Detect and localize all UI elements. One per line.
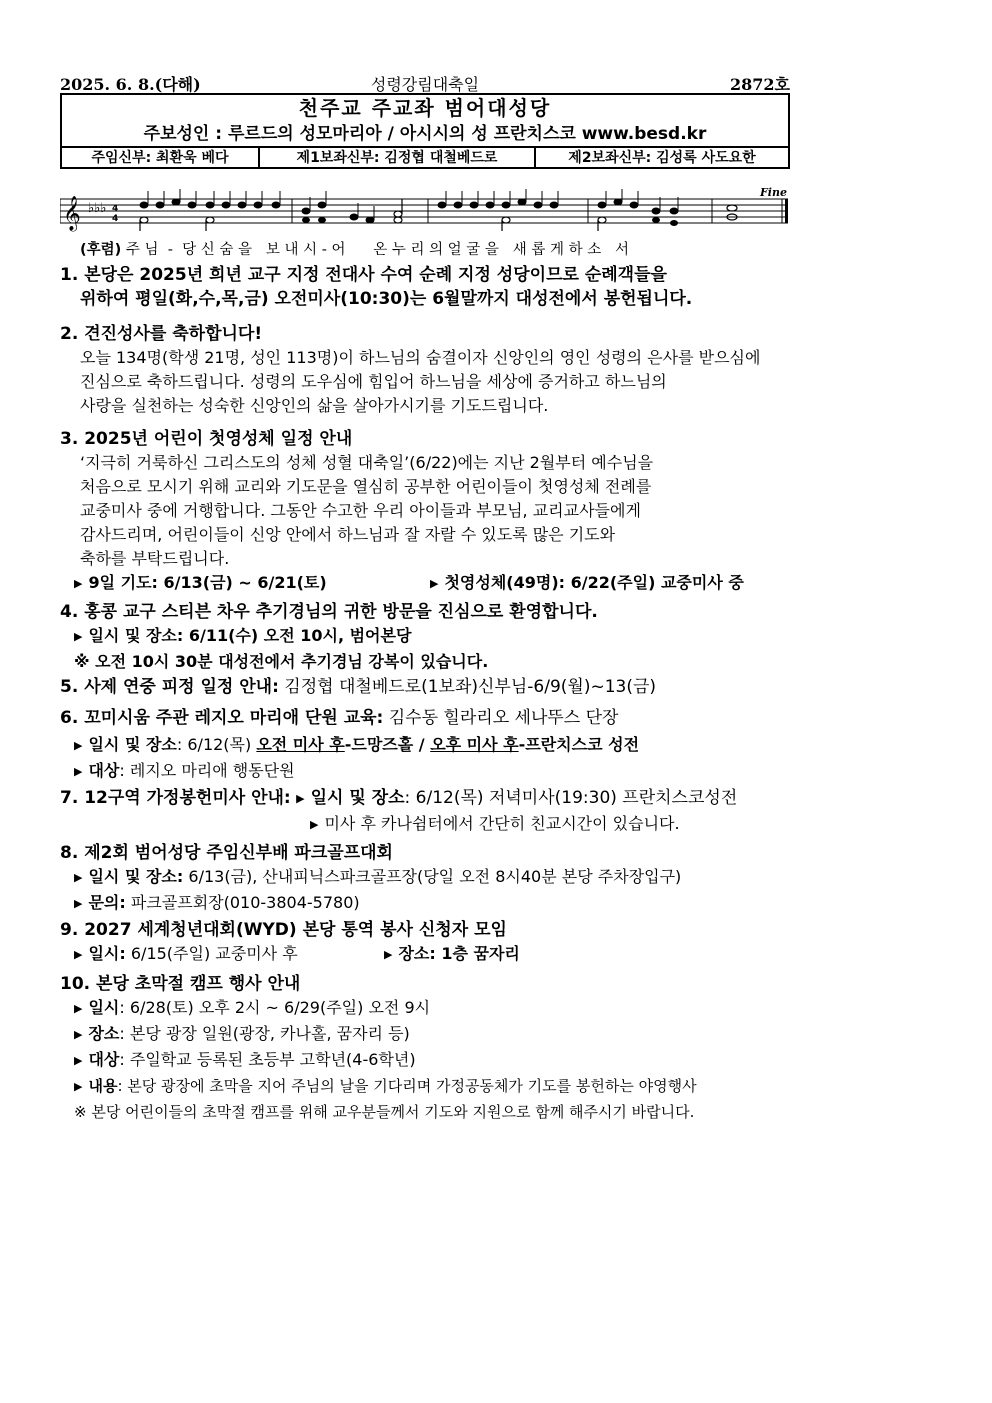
notice-3 bbox=[60, 427, 795, 597]
triangle-bullet-icon: ▶ bbox=[296, 792, 305, 805]
notice-10-note: ※ 본당 어린이들의 초막절 캠프를 위해 교우분들께서 기도와 지원으로 함께 해주시기 바랍니다. bbox=[74, 1103, 695, 1121]
parish-title: 천주교 주교좌 범어대성당 bbox=[298, 96, 552, 120]
triangle-bullet-icon: ▶ bbox=[74, 948, 83, 961]
music-staff bbox=[60, 185, 792, 233]
triangle-bullet-icon: ▶ bbox=[74, 739, 83, 752]
lyric-text: 주 님 - 당 신 숨 을 보 내 시 - 어 온 누 리 의 얼 굴 을 새 롭 게 하 소 서 bbox=[121, 242, 630, 258]
notice-6-title: 6. 꼬미시움 주관 레지오 마리애 단원 교육: bbox=[60, 708, 384, 728]
svg-text:4: 4 bbox=[112, 204, 119, 214]
triangle-bullet-icon: ▶ bbox=[74, 1080, 83, 1093]
notice-6-bullet-2: ▶ 대상: 레지오 마리애 행동단원 bbox=[60, 759, 795, 785]
notice-7: 7. 12구역 가정봉헌미사 안내: ▶ 일시 및 장소: 6/12(목) 저녁미사(19:30) 프란치스코성전 ▶ 미사 후 카나쉼터에서 간단히 친교시간이 있습니다. bbox=[60, 786, 795, 838]
triangle-bullet-icon: ▶ bbox=[430, 577, 439, 590]
notice-3-line: 감사드리며, 어린이들이 신앙 안에서 하느님과 잘 자랄 수 있도록 많은 기도와 bbox=[80, 525, 616, 544]
triangle-bullet-icon: ▶ bbox=[74, 577, 83, 590]
notice-9 bbox=[60, 918, 795, 968]
notice-4-note: ※ 오전 10시 30분 대성전에서 추기경님 강복이 있습니다. bbox=[74, 652, 489, 671]
notice-10-bullet: ▶ 일시: 6/28(토) 오후 2시 ~ 6/29(주일) 오전 9시 bbox=[60, 996, 795, 1022]
triangle-bullet-icon: ▶ bbox=[74, 765, 83, 778]
triangle-bullet-icon: ▶ bbox=[74, 1054, 83, 1067]
notice-7-title: 7. 12구역 가정봉헌미사 안내: bbox=[60, 788, 291, 808]
svg-text:♭♭♭: ♭♭♭ bbox=[88, 201, 107, 216]
notice-5 bbox=[60, 675, 795, 699]
svg-text:4: 4 bbox=[112, 214, 119, 224]
notice-8-bullet-2: ▶ 문의: 파크골프회장(010-3804-5780) bbox=[60, 891, 795, 917]
notice-3-line: 축하를 부탁드립니다. bbox=[80, 549, 230, 568]
notice-10-bullet: ▶ 장소: 본당 광장 일원(광장, 카나홀, 꿈자리 등) bbox=[60, 1022, 795, 1048]
first-communion-date: ▶ 첫영성체(49명): 6/22(주일) 교중미사 중 bbox=[430, 571, 744, 597]
notice-3-line: ‘지극히 거룩하신 그리스도의 성체 성혈 대축일’(6/22)에는 지난 2월부터 예수님을 bbox=[80, 453, 654, 472]
triangle-bullet-icon: ▶ bbox=[74, 1002, 83, 1015]
notice-7-bullet: ▶ 미사 후 카나쉼터에서 간단히 친교시간이 있습니다. bbox=[60, 812, 795, 838]
notice-10 bbox=[60, 972, 795, 1124]
notice-4-title: 4. 홍콩 교구 스티븐 차우 추기경님의 귀한 방문을 진심으로 환영합니다. bbox=[60, 602, 598, 622]
pastor: 주임신부: 최환욱 베다 bbox=[62, 148, 260, 169]
notice-2-line: 오늘 134명(학생 21명, 성인 113명)이 하느님의 숨결이자 신앙인의 영인 성령의 은사를 받으심에 bbox=[80, 348, 761, 367]
notice-1-title: 1. 본당은 2025년 희년 교구 지정 전대사 수여 순례 지정 성당이므로 순례객들을 bbox=[60, 265, 667, 285]
assistant-priest-1: 제1보좌신부: 김정협 대철베드로 bbox=[260, 148, 536, 169]
issue-number: 2872호 bbox=[730, 75, 790, 94]
notice-2-line: 진심으로 축하드립니다. 성령의 도우심에 힘입어 하느님을 세상에 증거하고 하느님의 bbox=[80, 372, 667, 391]
bulletin-date: 2025. 6. 8.(다해) bbox=[60, 75, 201, 94]
notice-4 bbox=[60, 600, 795, 674]
notice-1 bbox=[60, 263, 795, 311]
notice-10-bullet: ▶ 대상: 주일학교 등록된 초등부 고학년(4-6학년) bbox=[60, 1048, 795, 1074]
notice-5-title: 5. 사제 연중 피정 일정 안내: bbox=[60, 677, 279, 697]
feast-name: 성령강림대축일 bbox=[370, 75, 480, 94]
notice-4-bullet: ▶ 일시 및 장소: 6/11(수) 오전 10시, 범어본당 bbox=[60, 624, 795, 650]
novena-dates: ▶ 9일 기도: 6/13(금) ~ 6/21(토) bbox=[74, 571, 430, 597]
notice-10-title: 10. 본당 초막절 캠프 행사 안내 bbox=[60, 974, 301, 994]
refrain-lyric bbox=[80, 238, 800, 259]
triangle-bullet-icon: ▶ bbox=[310, 818, 319, 831]
notice-2-title: 2. 견진성사를 축하합니다! bbox=[60, 324, 263, 344]
triangle-bullet-icon: ▶ bbox=[74, 630, 83, 643]
notice-3-line: 처음으로 모시기 위해 교리와 기도문을 열심히 공부한 어린이들이 첫영성체 전례를 bbox=[80, 477, 652, 496]
triangle-bullet-icon: ▶ bbox=[74, 871, 83, 884]
top-line bbox=[60, 72, 790, 94]
triangle-bullet-icon: ▶ bbox=[74, 1028, 83, 1041]
notice-2 bbox=[60, 322, 795, 418]
notice-1-title-cont: 위하여 평일(화,수,목,금) 오전미사(10:30)는 6월말까지 대성전에서 봉헌됩니다. bbox=[80, 289, 693, 309]
notice-6-text: 김수동 힐라리오 세나뚜스 단장 bbox=[383, 708, 619, 728]
notice-8-title: 8. 제2회 범어성당 주임신부배 파크골프대회 bbox=[60, 843, 393, 863]
treble-clef-icon: 𝄞 bbox=[63, 196, 81, 231]
notice-10-bullet: ▶ 내용: 본당 광장에 초막을 지어 주님의 날을 기다리며 가정공동체가 기도를 봉헌하는 야영행사 bbox=[60, 1074, 795, 1100]
masthead bbox=[60, 93, 790, 169]
notice-8 bbox=[60, 841, 795, 917]
notice-3-bullets bbox=[60, 571, 795, 597]
notice-3-line: 교중미사 중에 거행합니다. 그동안 수고한 우리 아이들과 부모님, 교리교사들에게 bbox=[80, 501, 641, 520]
notice-8-bullet-1: ▶ 일시 및 장소: 6/13(금), 산내피닉스파크골프장(당일 오전 8시40분 본당 주차장입구) bbox=[60, 865, 795, 891]
refrain-label: (후렴) bbox=[80, 242, 122, 258]
notice-2-line: 사랑을 실천하는 성숙한 신앙인의 삶을 살아가시기를 기도드립니다. bbox=[80, 396, 549, 415]
assistant-priest-2: 제2보좌신부: 김성록 사도요한 bbox=[568, 150, 756, 166]
notice-9-title: 9. 2027 세계청년대회(WYD) 본당 통역 봉사 신청자 모임 bbox=[60, 920, 507, 940]
notice-9-bullets: ▶ 일시: 6/15(주일) 교중미사 후 ▶ 장소: 1층 꿈자리 bbox=[60, 942, 795, 968]
triangle-bullet-icon: ▶ bbox=[384, 948, 393, 961]
notice-6 bbox=[60, 706, 795, 785]
patron-line: 주보성인 : 루르드의 성모마리아 / 아시시의 성 프란치스코 www.besd.kr bbox=[62, 122, 788, 148]
notice-6-bullet-1: ▶ 일시 및 장소: 6/12(목) 오전 미사 후-드망즈홀 / 오후 미사 후-프란치스코 성전 bbox=[60, 730, 795, 759]
priests-row bbox=[62, 148, 788, 169]
notice-3-title: 3. 2025년 어린이 첫영성체 일정 안내 bbox=[60, 429, 353, 449]
notice-5-text: 김정협 대철베드로(1보좌)신부님-6/9(월)~13(금) bbox=[278, 677, 657, 697]
triangle-bullet-icon: ▶ bbox=[74, 897, 83, 910]
fine-marking: Fine bbox=[760, 186, 787, 199]
